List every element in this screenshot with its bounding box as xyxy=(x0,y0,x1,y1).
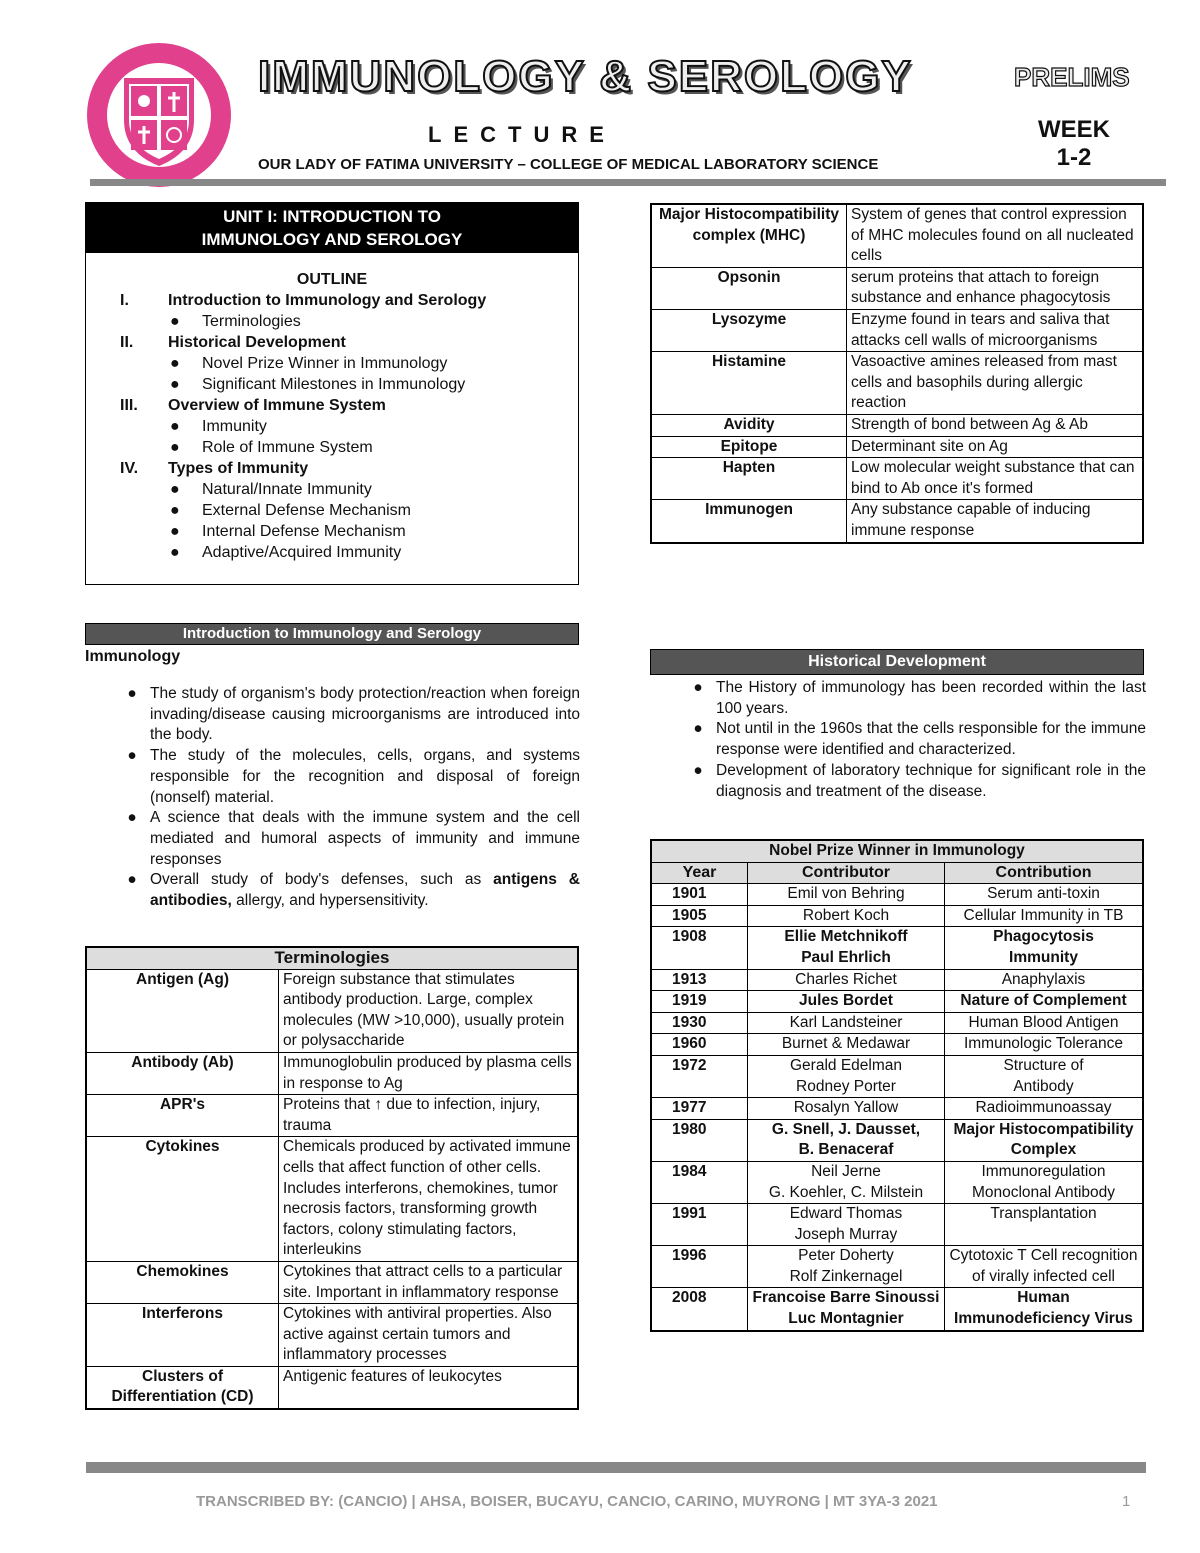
bullet-icon: ● xyxy=(693,720,703,738)
nobel-year-cell: 1930 xyxy=(651,1012,748,1034)
nobel-year-cell: 2008 xyxy=(651,1288,748,1331)
table-row xyxy=(86,1052,578,1094)
bullet-icon: ● xyxy=(127,809,137,827)
nobel-year-cell: 1901 xyxy=(651,884,748,906)
nobel-contribution: Transplantation xyxy=(990,1205,1097,1223)
outline-subitem xyxy=(86,416,578,437)
nobel-contribution: Phagocytosis xyxy=(993,928,1094,946)
page-number: 1 xyxy=(1122,1493,1131,1510)
nobel-contribution: Serum anti-toxin xyxy=(987,885,1100,903)
bullet-icon: ● xyxy=(693,761,703,779)
term-cell: Cytokines xyxy=(86,1137,279,1262)
nobel-contributor-cell xyxy=(748,1161,945,1203)
intro-section-bar: Introduction to Immunology and Serology xyxy=(85,623,579,645)
nobel-contribution-cell xyxy=(945,1055,1144,1097)
outline-subitem-label: External Defense Mechanism xyxy=(202,502,411,519)
definition-cell: Any substance capable of inducing immune response xyxy=(847,500,1144,543)
term-cell: Avidity xyxy=(651,414,847,436)
nobel-row xyxy=(651,1055,1143,1097)
document-title: IMMUNOLOGY & SEROLOGY xyxy=(258,52,913,101)
definitions-table xyxy=(650,203,1144,544)
term-cell: Antibody (Ab) xyxy=(86,1052,279,1094)
nobel-prize-table xyxy=(650,839,1144,1332)
nobel-year-cell: 1980 xyxy=(651,1119,748,1161)
history-bullet-list xyxy=(680,678,1146,802)
outline-subitem xyxy=(86,437,578,458)
nobel-year-cell: 1913 xyxy=(651,969,748,991)
term-cell: Antigen (Ag) xyxy=(86,969,279,1052)
nobel-year-cell: 1972 xyxy=(651,1055,748,1097)
definition-cell: Chemicals produced by activated immune cells that affect function of other cells. Includes interferons, chemokines, tumor necrosis factors, transforming growth factors, colony stimulating factors, interleukins xyxy=(279,1137,579,1262)
term-cell: Interferons xyxy=(86,1304,279,1367)
outline-subitem-label: Terminologies xyxy=(202,313,301,330)
nobel-contributor-cell xyxy=(748,905,945,927)
definition-cell: Vasoactive amines released from mast cells and basophils during allergic reaction xyxy=(847,352,1144,415)
bullet-item xyxy=(680,719,1146,760)
terminologies-table xyxy=(85,946,579,1410)
nobel-year-cell: 1908 xyxy=(651,927,748,969)
bullet-icon: ● xyxy=(170,439,180,456)
nobel-contributor-cell xyxy=(748,927,945,969)
nobel-contribution-cell xyxy=(945,1119,1144,1161)
table-row xyxy=(86,1137,578,1262)
nobel-contribution-cell xyxy=(945,1204,1144,1246)
nobel-contributor: Rodney Porter xyxy=(796,1077,896,1095)
immunology-heading: Immunology xyxy=(85,648,181,665)
nobel-row xyxy=(651,1246,1143,1288)
nobel-contributor: G. Snell, J. Dausset, xyxy=(771,1120,921,1138)
unit-heading-line2: IMMUNOLOGY AND SEROLOGY xyxy=(201,230,463,249)
bullet-icon: ● xyxy=(170,355,180,372)
nobel-contributor: Neil Jerne xyxy=(811,1162,881,1180)
week-label xyxy=(1038,116,1110,172)
bullet-item xyxy=(114,870,580,911)
nobel-contributor: Emil von Behring xyxy=(787,885,905,903)
nobel-year-cell: 1919 xyxy=(651,991,748,1013)
nobel-contributor-cell xyxy=(748,1119,945,1161)
nobel-contribution: Antibody xyxy=(1013,1077,1074,1095)
definition-cell: Foreign substance that stimulates antibody production. Large, complex molecules (MW >10,000), usually protein or polysaccharide xyxy=(279,969,579,1052)
nobel-header-contribution: Contribution xyxy=(945,862,1144,884)
exam-label: PRELIMS xyxy=(1014,62,1130,92)
bullet-text-part: Overall study of body's defenses, such as xyxy=(150,871,494,889)
unit-heading-line1: UNIT I: INTRODUCTION TO xyxy=(223,207,441,226)
definition-cell: Cytokines with antiviral properties. Also active against certain tumors and inflammatory processes xyxy=(279,1304,579,1367)
nobel-contribution: Immunity xyxy=(1009,948,1078,966)
nobel-contribution: Major Histocompatibility Complex xyxy=(953,1120,1134,1159)
table-row xyxy=(651,458,1143,500)
nobel-year-cell: 1960 xyxy=(651,1034,748,1056)
history-section-bar: Historical Development xyxy=(650,649,1144,675)
outline-subitem-label: Natural/Innate Immunity xyxy=(202,481,372,498)
table-row xyxy=(651,204,1143,267)
nobel-contributor: Luc Montagnier xyxy=(788,1310,904,1328)
nobel-contributor: Charles Richet xyxy=(795,970,897,988)
nobel-contributor-cell xyxy=(748,969,945,991)
week-range: 1-2 xyxy=(1056,144,1092,171)
table-row xyxy=(86,1095,578,1137)
outline-section xyxy=(86,290,578,311)
outline-subitem xyxy=(86,500,578,521)
outline-section-title: Historical Development xyxy=(168,334,346,351)
nobel-contributor: Francoise Barre Sinoussi xyxy=(752,1289,940,1307)
nobel-row xyxy=(651,1119,1143,1161)
outline-section-number: I. xyxy=(120,292,129,309)
nobel-contribution-cell xyxy=(945,1098,1144,1120)
bullet-icon: ● xyxy=(127,747,137,765)
nobel-row xyxy=(651,1098,1143,1120)
bullet-text: A science that deals with the immune system and the cell mediated and humoral aspects of immunity and immune responses xyxy=(150,809,580,868)
table-row xyxy=(651,267,1143,309)
lecture-label: LECTURE xyxy=(428,122,616,147)
nobel-contribution-cell xyxy=(945,1246,1144,1288)
nobel-contributor: Paul Ehrlich xyxy=(801,948,891,966)
outline-title: OUTLINE xyxy=(296,271,368,288)
bullet-icon: ● xyxy=(693,679,703,696)
term-cell: APR's xyxy=(86,1095,279,1137)
table-row xyxy=(651,414,1143,436)
nobel-contribution-cell xyxy=(945,884,1144,906)
bullet-text: The History of immunology has been recorded within the last 100 years. xyxy=(716,679,1146,717)
nobel-year-cell: 1996 xyxy=(651,1246,748,1288)
nobel-contribution-cell xyxy=(945,991,1144,1013)
nobel-contribution: Structure of xyxy=(1003,1056,1084,1074)
outline-section-number: IV. xyxy=(120,460,139,477)
bullet-text-part: allergy, and hypersensitivity. xyxy=(231,892,429,910)
bullet-text xyxy=(150,870,580,911)
nobel-contribution-cell xyxy=(945,905,1144,927)
bullet-icon: ● xyxy=(170,502,180,519)
outline-section-title: Overview of Immune System xyxy=(168,397,386,414)
bullet-icon: ● xyxy=(170,376,180,393)
nobel-contribution: Immunoregulation xyxy=(981,1162,1106,1180)
nobel-contributor: Edward Thomas xyxy=(789,1205,903,1223)
nobel-contribution: Nature of Complement xyxy=(960,992,1127,1010)
nobel-row xyxy=(651,991,1143,1013)
nobel-contribution-cell xyxy=(945,969,1144,991)
nobel-year-cell: 1991 xyxy=(651,1204,748,1246)
bullet-item xyxy=(114,808,580,870)
table-row xyxy=(651,500,1143,543)
bullet-text: Not until in the 1960s that the cells responsible for the immune response were identified and characterized. xyxy=(716,720,1146,759)
nobel-contribution: Human Immunodeficiency Virus xyxy=(954,1289,1133,1328)
term-cell: Hapten xyxy=(651,458,847,500)
footer-credits: TRANSCRIBED BY: (CANCIO) | AHSA, BOISER, BUCAYU, CANCIO, CARINO, MUYRONG | MT 3YA-3 2021 xyxy=(196,1493,938,1510)
nobel-row xyxy=(651,1034,1143,1056)
nobel-row xyxy=(651,905,1143,927)
bullet-icon: ● xyxy=(127,685,137,702)
nobel-contributor-cell xyxy=(748,884,945,906)
bullet-item xyxy=(680,678,1146,719)
nobel-contributor-cell xyxy=(748,1246,945,1288)
table-row xyxy=(86,1261,578,1303)
outline-list xyxy=(86,290,578,563)
outline-subitem-label: Immunity xyxy=(202,418,267,435)
outline-section xyxy=(86,458,578,479)
nobel-contribution: Human Blood Antigen xyxy=(968,1013,1119,1031)
nobel-row xyxy=(651,1204,1143,1246)
definition-cell: Enzyme found in tears and saliva that attacks cell walls of microorganisms xyxy=(847,309,1144,351)
bullet-icon: ● xyxy=(170,481,180,498)
nobel-row xyxy=(651,927,1143,969)
outline-subitem-label: Adaptive/Acquired Immunity xyxy=(202,544,402,561)
nobel-contributor: Ellie Metchnikoff xyxy=(784,928,908,946)
nobel-contributor: Robert Koch xyxy=(802,906,890,924)
definition-cell: Determinant site on Ag xyxy=(847,436,1144,458)
outline-subitem-label: Novel Prize Winner in Immunology xyxy=(202,355,448,372)
definition-cell: Low molecular weight substance that can bind to Ab once it's formed xyxy=(847,458,1144,500)
nobel-header-year: Year xyxy=(651,862,748,884)
nobel-caption: Nobel Prize Winner in Immunology xyxy=(651,840,1143,862)
nobel-year-cell: 1977 xyxy=(651,1098,748,1120)
term-cell: Epitope xyxy=(651,436,847,458)
nobel-year-cell: 1905 xyxy=(651,905,748,927)
nobel-contribution: Radioimmunoassay xyxy=(975,1099,1112,1117)
footer-rule xyxy=(86,1462,1146,1473)
nobel-contributor-cell xyxy=(748,1055,945,1097)
nobel-contribution-cell xyxy=(945,1034,1144,1056)
nobel-header-row xyxy=(651,862,1143,884)
nobel-contribution: Cytotoxic T Cell recognition of virally infected cell xyxy=(949,1247,1138,1285)
outline-section-number: III. xyxy=(120,397,138,414)
outline-subitem xyxy=(86,374,578,395)
outline-subitem xyxy=(86,542,578,563)
bullet-icon: ● xyxy=(170,313,180,330)
bullet-icon: ● xyxy=(127,871,137,889)
nobel-contribution-cell xyxy=(945,1012,1144,1034)
definition-cell: Antigenic features of leukocytes xyxy=(279,1366,579,1409)
nobel-contribution: Immunologic Tolerance xyxy=(963,1035,1124,1053)
table-row xyxy=(651,309,1143,351)
definition-cell: Immunoglobulin produced by plasma cells in response to Ag xyxy=(279,1052,579,1094)
terminologies-caption: Terminologies xyxy=(86,947,578,969)
nobel-contributor-cell xyxy=(748,1034,945,1056)
outline-section xyxy=(86,395,578,416)
nobel-contributor: Peter Doherty xyxy=(798,1247,894,1265)
nobel-contributor: Burnet & Medawar xyxy=(781,1035,911,1053)
term-cell: Major Histocompatibility complex (MHC) xyxy=(651,204,847,267)
nobel-contribution-cell xyxy=(945,1161,1144,1203)
bullet-item xyxy=(114,684,580,746)
term-cell: Immunogen xyxy=(651,500,847,543)
nobel-contributor-cell xyxy=(748,991,945,1013)
university-name: OUR LADY OF FATIMA UNIVERSITY – COLLEGE OF MEDICAL LABORATORY SCIENCE xyxy=(258,156,879,173)
nobel-contributor: B. Benaceraf xyxy=(798,1141,894,1159)
nobel-contributor: Joseph Murray xyxy=(794,1225,898,1243)
table-row xyxy=(651,352,1143,415)
outline-subitem-label: Internal Defense Mechanism xyxy=(202,523,406,540)
nobel-row xyxy=(651,884,1143,906)
outline-subitem xyxy=(86,521,578,542)
term-cell: Opsonin xyxy=(651,267,847,309)
outline-section-title: Types of Immunity xyxy=(168,460,309,477)
definition-cell: Proteins that ↑ due to infection, injury, trauma xyxy=(279,1095,579,1137)
outline-box xyxy=(85,202,579,585)
bullet-icon: ● xyxy=(170,544,180,561)
nobel-contributor-cell xyxy=(748,1012,945,1034)
nobel-contributor: Jules Bordet xyxy=(799,992,893,1010)
term-cell: Clusters of Differentiation (CD) xyxy=(86,1366,279,1409)
bullet-text: The study of organism's body protection/reaction when foreign invading/disease causing microorganisms are introduced into the body. xyxy=(150,685,580,744)
definition-cell: Cytokines that attract cells to a particular site. Important in inflammatory response xyxy=(279,1261,579,1303)
nobel-contributor: G. Koehler, C. Milstein xyxy=(768,1183,924,1201)
bullet-item xyxy=(680,761,1146,802)
definition-cell: System of genes that control expression of MHC molecules found on all nucleated cells xyxy=(847,204,1144,267)
outline-section xyxy=(86,332,578,353)
nobel-contribution: Monoclonal Antibody xyxy=(971,1183,1116,1201)
outline-subitem xyxy=(86,311,578,332)
nobel-contribution-cell xyxy=(945,1288,1144,1331)
nobel-contributor: Karl Landsteiner xyxy=(789,1013,903,1031)
intro-bullet-list xyxy=(114,684,580,912)
nobel-contribution: Cellular Immunity in TB xyxy=(963,906,1124,924)
outline-section-number: II. xyxy=(120,334,134,351)
nobel-header-contributor: Contributor xyxy=(748,862,945,884)
nobel-contributor: Gerald Edelman xyxy=(789,1056,902,1074)
university-seal-logo xyxy=(84,40,234,190)
outline-section-title: Introduction to Immunology and Serology xyxy=(168,292,487,309)
bullet-icon: ● xyxy=(170,418,180,435)
header-rule xyxy=(90,179,1166,186)
nobel-contribution: Anaphylaxis xyxy=(1001,970,1086,988)
definition-cell: Strength of bond between Ag & Ab xyxy=(847,414,1144,436)
nobel-contributor: Rolf Zinkernagel xyxy=(789,1267,903,1285)
table-row xyxy=(86,1304,578,1367)
bullet-text-bold: antigens & antibodies, xyxy=(150,871,580,910)
term-cell: Histamine xyxy=(651,352,847,415)
nobel-contributor: Rosalyn Yallow xyxy=(793,1099,899,1117)
outline-subitem-label: Role of Immune System xyxy=(202,439,373,456)
nobel-contributor-cell xyxy=(748,1288,945,1331)
nobel-contributor-cell xyxy=(748,1204,945,1246)
outline-subitem xyxy=(86,353,578,374)
bullet-item xyxy=(114,746,580,808)
unit-heading xyxy=(85,202,579,253)
definition-cell: serum proteins that attach to foreign substance and enhance phagocytosis xyxy=(847,267,1144,309)
nobel-contribution-cell xyxy=(945,927,1144,969)
nobel-row xyxy=(651,1012,1143,1034)
nobel-year-cell: 1984 xyxy=(651,1161,748,1203)
bullet-text: The study of the molecules, cells, organs, and systems responsible for the recognition and disposal of foreign (nonself) material. xyxy=(150,747,580,806)
outline-subitem-label: Significant Milestones in Immunology xyxy=(202,376,466,393)
table-row xyxy=(86,1366,578,1409)
bullet-icon: ● xyxy=(170,523,180,540)
outline-subitem xyxy=(86,479,578,500)
term-cell: Chemokines xyxy=(86,1261,279,1303)
term-cell: Lysozyme xyxy=(651,309,847,351)
week-word: WEEK xyxy=(1038,116,1110,143)
nobel-row xyxy=(651,1161,1143,1203)
nobel-row xyxy=(651,969,1143,991)
table-row xyxy=(86,969,578,1052)
bullet-text: Development of laboratory technique for significant role in the diagnosis and treatment of the disease. xyxy=(716,761,1146,800)
nobel-contributor-cell xyxy=(748,1098,945,1120)
nobel-row xyxy=(651,1288,1143,1331)
table-row xyxy=(651,436,1143,458)
